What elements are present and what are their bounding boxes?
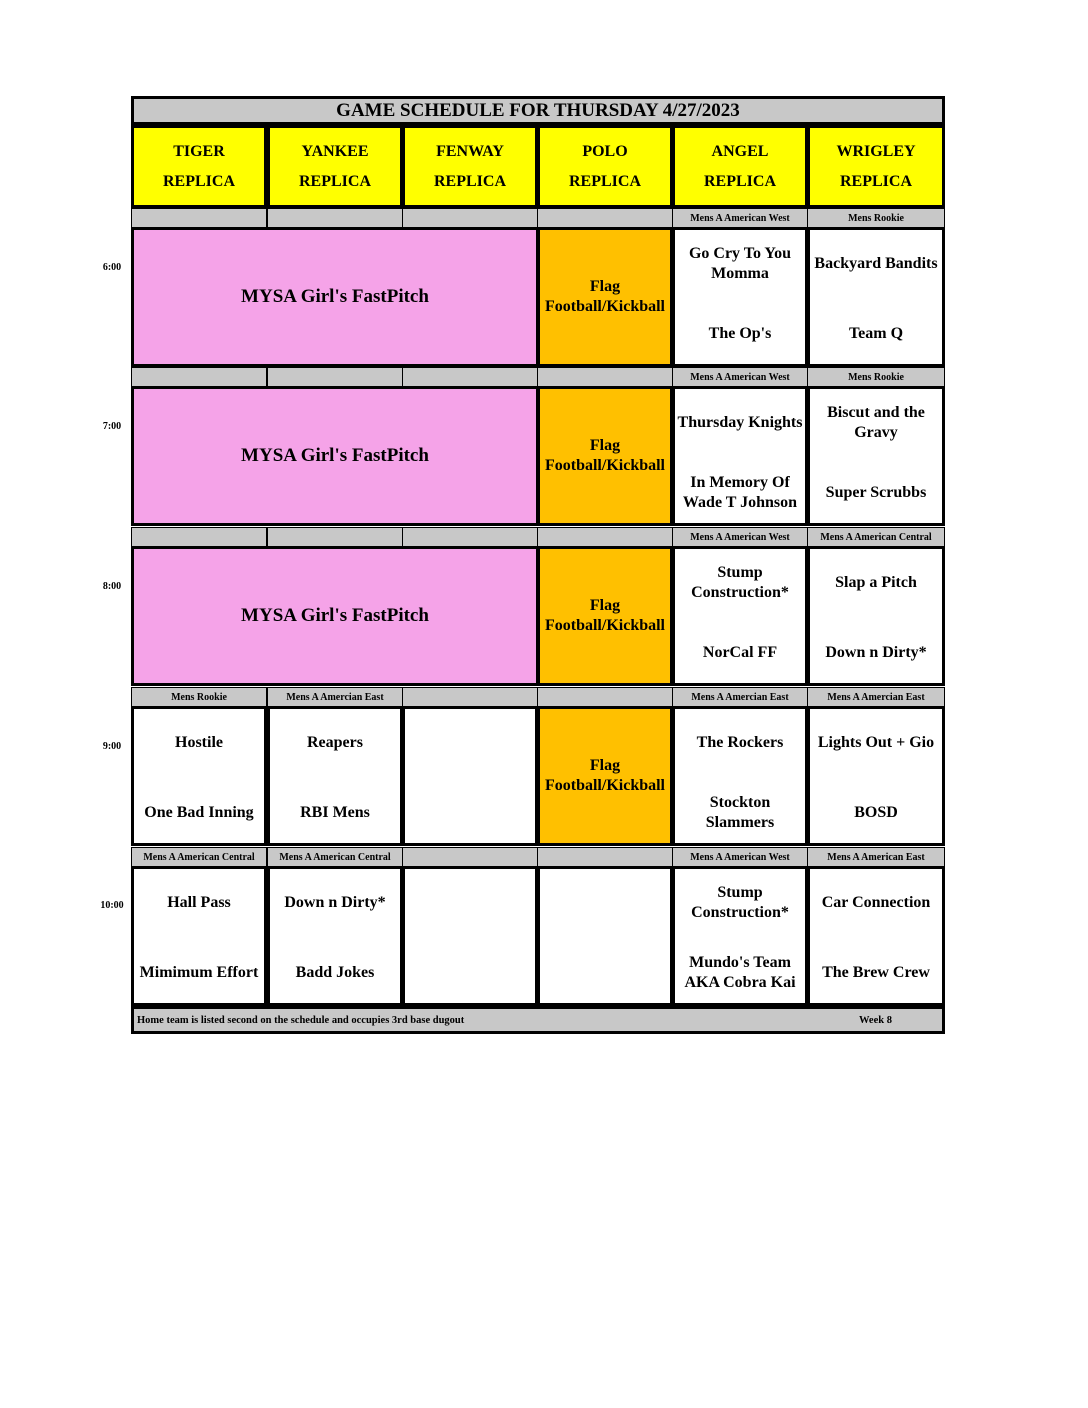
flag-football-block [537, 546, 673, 686]
division-strip [807, 847, 945, 867]
time-label: 10:00 [100, 900, 124, 911]
away-team: Slap a Pitch [835, 574, 917, 591]
division-label: Mens A American West [690, 531, 790, 543]
flag-football-label: Flag Football/Kickball [544, 757, 665, 794]
game-cell [672, 706, 808, 846]
away-team: Reapers [307, 734, 363, 751]
flag-football-block [537, 227, 673, 367]
division-strip [807, 367, 945, 387]
division-strip [267, 527, 403, 547]
time-label: 6:00 [102, 262, 122, 273]
fastpitch-block: MYSA Girl's FastPitch [131, 227, 539, 367]
away-team: Stump Construction* [691, 884, 789, 921]
game-cell [672, 386, 808, 526]
away-team: Lights Out + Gio [817, 734, 935, 751]
division-strip [131, 527, 267, 547]
field-name: ANGEL [711, 142, 769, 160]
home-team: Stockton Slammers [705, 794, 775, 831]
division-strip [402, 527, 538, 547]
field-name: TIGER [173, 142, 225, 160]
division-strip [131, 208, 267, 228]
empty-cell [402, 706, 538, 846]
division-strip [537, 527, 673, 547]
home-team: The Brew Crew [822, 964, 930, 981]
home-team: The Op's [708, 325, 772, 342]
home-team: Super Scrubbs [825, 484, 927, 501]
game-cell [807, 866, 945, 1006]
division-strip [807, 687, 945, 707]
away-team: Stump Construction* [691, 564, 789, 601]
flag-football-label: Flag Football/Kickball [544, 437, 665, 474]
division-strip [807, 527, 945, 547]
division-strip [537, 687, 673, 707]
flag-football-label: Flag Football/Kickball [544, 278, 665, 315]
game-cell [807, 386, 945, 526]
away-team: Biscut and the Gravy [827, 404, 925, 441]
division-strip [672, 208, 808, 228]
flag-football-block [537, 386, 673, 526]
game-cell [267, 706, 403, 846]
field-subtitle: REPLICA [703, 172, 776, 190]
division-strip [131, 367, 267, 387]
fastpitch-block: MYSA Girl's FastPitch [131, 386, 539, 526]
division-strip [807, 208, 945, 228]
division-label: Mens A Amercian East [827, 691, 925, 703]
division-label: Mens A American West [690, 371, 790, 383]
game-cell [672, 866, 808, 1006]
home-team: Mundo's Team AKA Cobra Kai [684, 954, 796, 991]
division-strip [537, 208, 673, 228]
division-strip [402, 208, 538, 228]
division-label: Mens A American East [827, 851, 925, 863]
division-strip [267, 367, 403, 387]
time-label: 7:00 [102, 421, 122, 432]
field-name: WRIGLEY [836, 142, 916, 160]
away-team: Backyard Bandits [814, 255, 938, 272]
field-header-fenway [402, 125, 538, 208]
division-label: Mens A Amercian East [286, 691, 384, 703]
home-team: BOSD [854, 804, 898, 821]
field-subtitle: REPLICA [839, 172, 912, 190]
game-cell [672, 227, 808, 367]
game-cell [267, 866, 403, 1006]
field-subtitle: REPLICA [433, 172, 506, 190]
field-header-yankee [267, 125, 403, 208]
division-strip [537, 367, 673, 387]
game-cell [131, 706, 267, 846]
division-label: Mens A American West [690, 851, 790, 863]
game-cell [807, 227, 945, 367]
away-team: Hall Pass [167, 894, 231, 911]
division-label: Mens A American Central [143, 851, 255, 863]
home-team: Team Q [848, 325, 904, 342]
field-name: YANKEE [301, 142, 369, 160]
division-strip [267, 208, 403, 228]
home-team: Down n Dirty* [825, 644, 927, 661]
time-label: 9:00 [102, 741, 122, 752]
home-team: RBI Mens [300, 804, 370, 821]
division-strip [131, 847, 267, 867]
division-strip [672, 527, 808, 547]
game-cell [131, 866, 267, 1006]
field-name: POLO [582, 142, 628, 160]
division-strip [402, 687, 538, 707]
field-header-angel [672, 125, 808, 208]
division-strip [267, 847, 403, 867]
away-team: Car Connection [821, 894, 931, 911]
empty-cell [402, 866, 538, 1006]
division-strip [267, 687, 403, 707]
division-label: Mens Rookie [848, 212, 904, 224]
division-strip [402, 847, 538, 867]
division-label: Mens Rookie [171, 691, 227, 703]
home-team: Mimimum Effort [139, 964, 259, 981]
division-label: Mens A American Central [820, 531, 932, 543]
division-strip [672, 687, 808, 707]
away-team: The Rockers [696, 734, 784, 751]
footer-note: Home team is listed second on the schedule and occupies 3rd base dugout [137, 1015, 465, 1026]
home-team: Badd Jokes [295, 964, 375, 981]
field-subtitle: REPLICA [568, 172, 641, 190]
time-label: 8:00 [102, 581, 122, 592]
field-header-tiger [131, 125, 267, 208]
schedule-footer [131, 1006, 945, 1034]
empty-cell [537, 866, 673, 1006]
week-label: Week 8 [859, 1015, 892, 1026]
division-label: Mens Rookie [848, 371, 904, 383]
game-cell [807, 546, 945, 686]
away-team: Thursday Knights [677, 414, 803, 431]
flag-football-label: Flag Football/Kickball [544, 597, 665, 634]
division-strip [131, 687, 267, 707]
division-strip [402, 367, 538, 387]
division-label: Mens A American Central [279, 851, 391, 863]
away-team: Go Cry To You Momma [688, 245, 792, 282]
field-subtitle: REPLICA [298, 172, 371, 190]
game-cell [672, 546, 808, 686]
fastpitch-block: MYSA Girl's FastPitch [131, 546, 539, 686]
home-team: In Memory Of Wade T Johnson [682, 474, 798, 511]
away-team: Down n Dirty* [284, 894, 386, 911]
away-team: Hostile [175, 734, 223, 751]
home-team: One Bad Inning [144, 804, 254, 821]
field-name: FENWAY [436, 142, 504, 160]
game-cell [807, 706, 945, 846]
division-strip [672, 367, 808, 387]
schedule-title: GAME SCHEDULE FOR THURSDAY 4/27/2023 [131, 96, 945, 125]
division-label: Mens A American West [690, 212, 790, 224]
flag-football-block [537, 706, 673, 846]
division-strip [537, 847, 673, 867]
division-label: Mens A Amercian East [691, 691, 789, 703]
field-header-polo [537, 125, 673, 208]
home-team: NorCal FF [702, 644, 778, 661]
field-subtitle: REPLICA [162, 172, 235, 190]
division-strip [672, 847, 808, 867]
field-header-wrigley [807, 125, 945, 208]
